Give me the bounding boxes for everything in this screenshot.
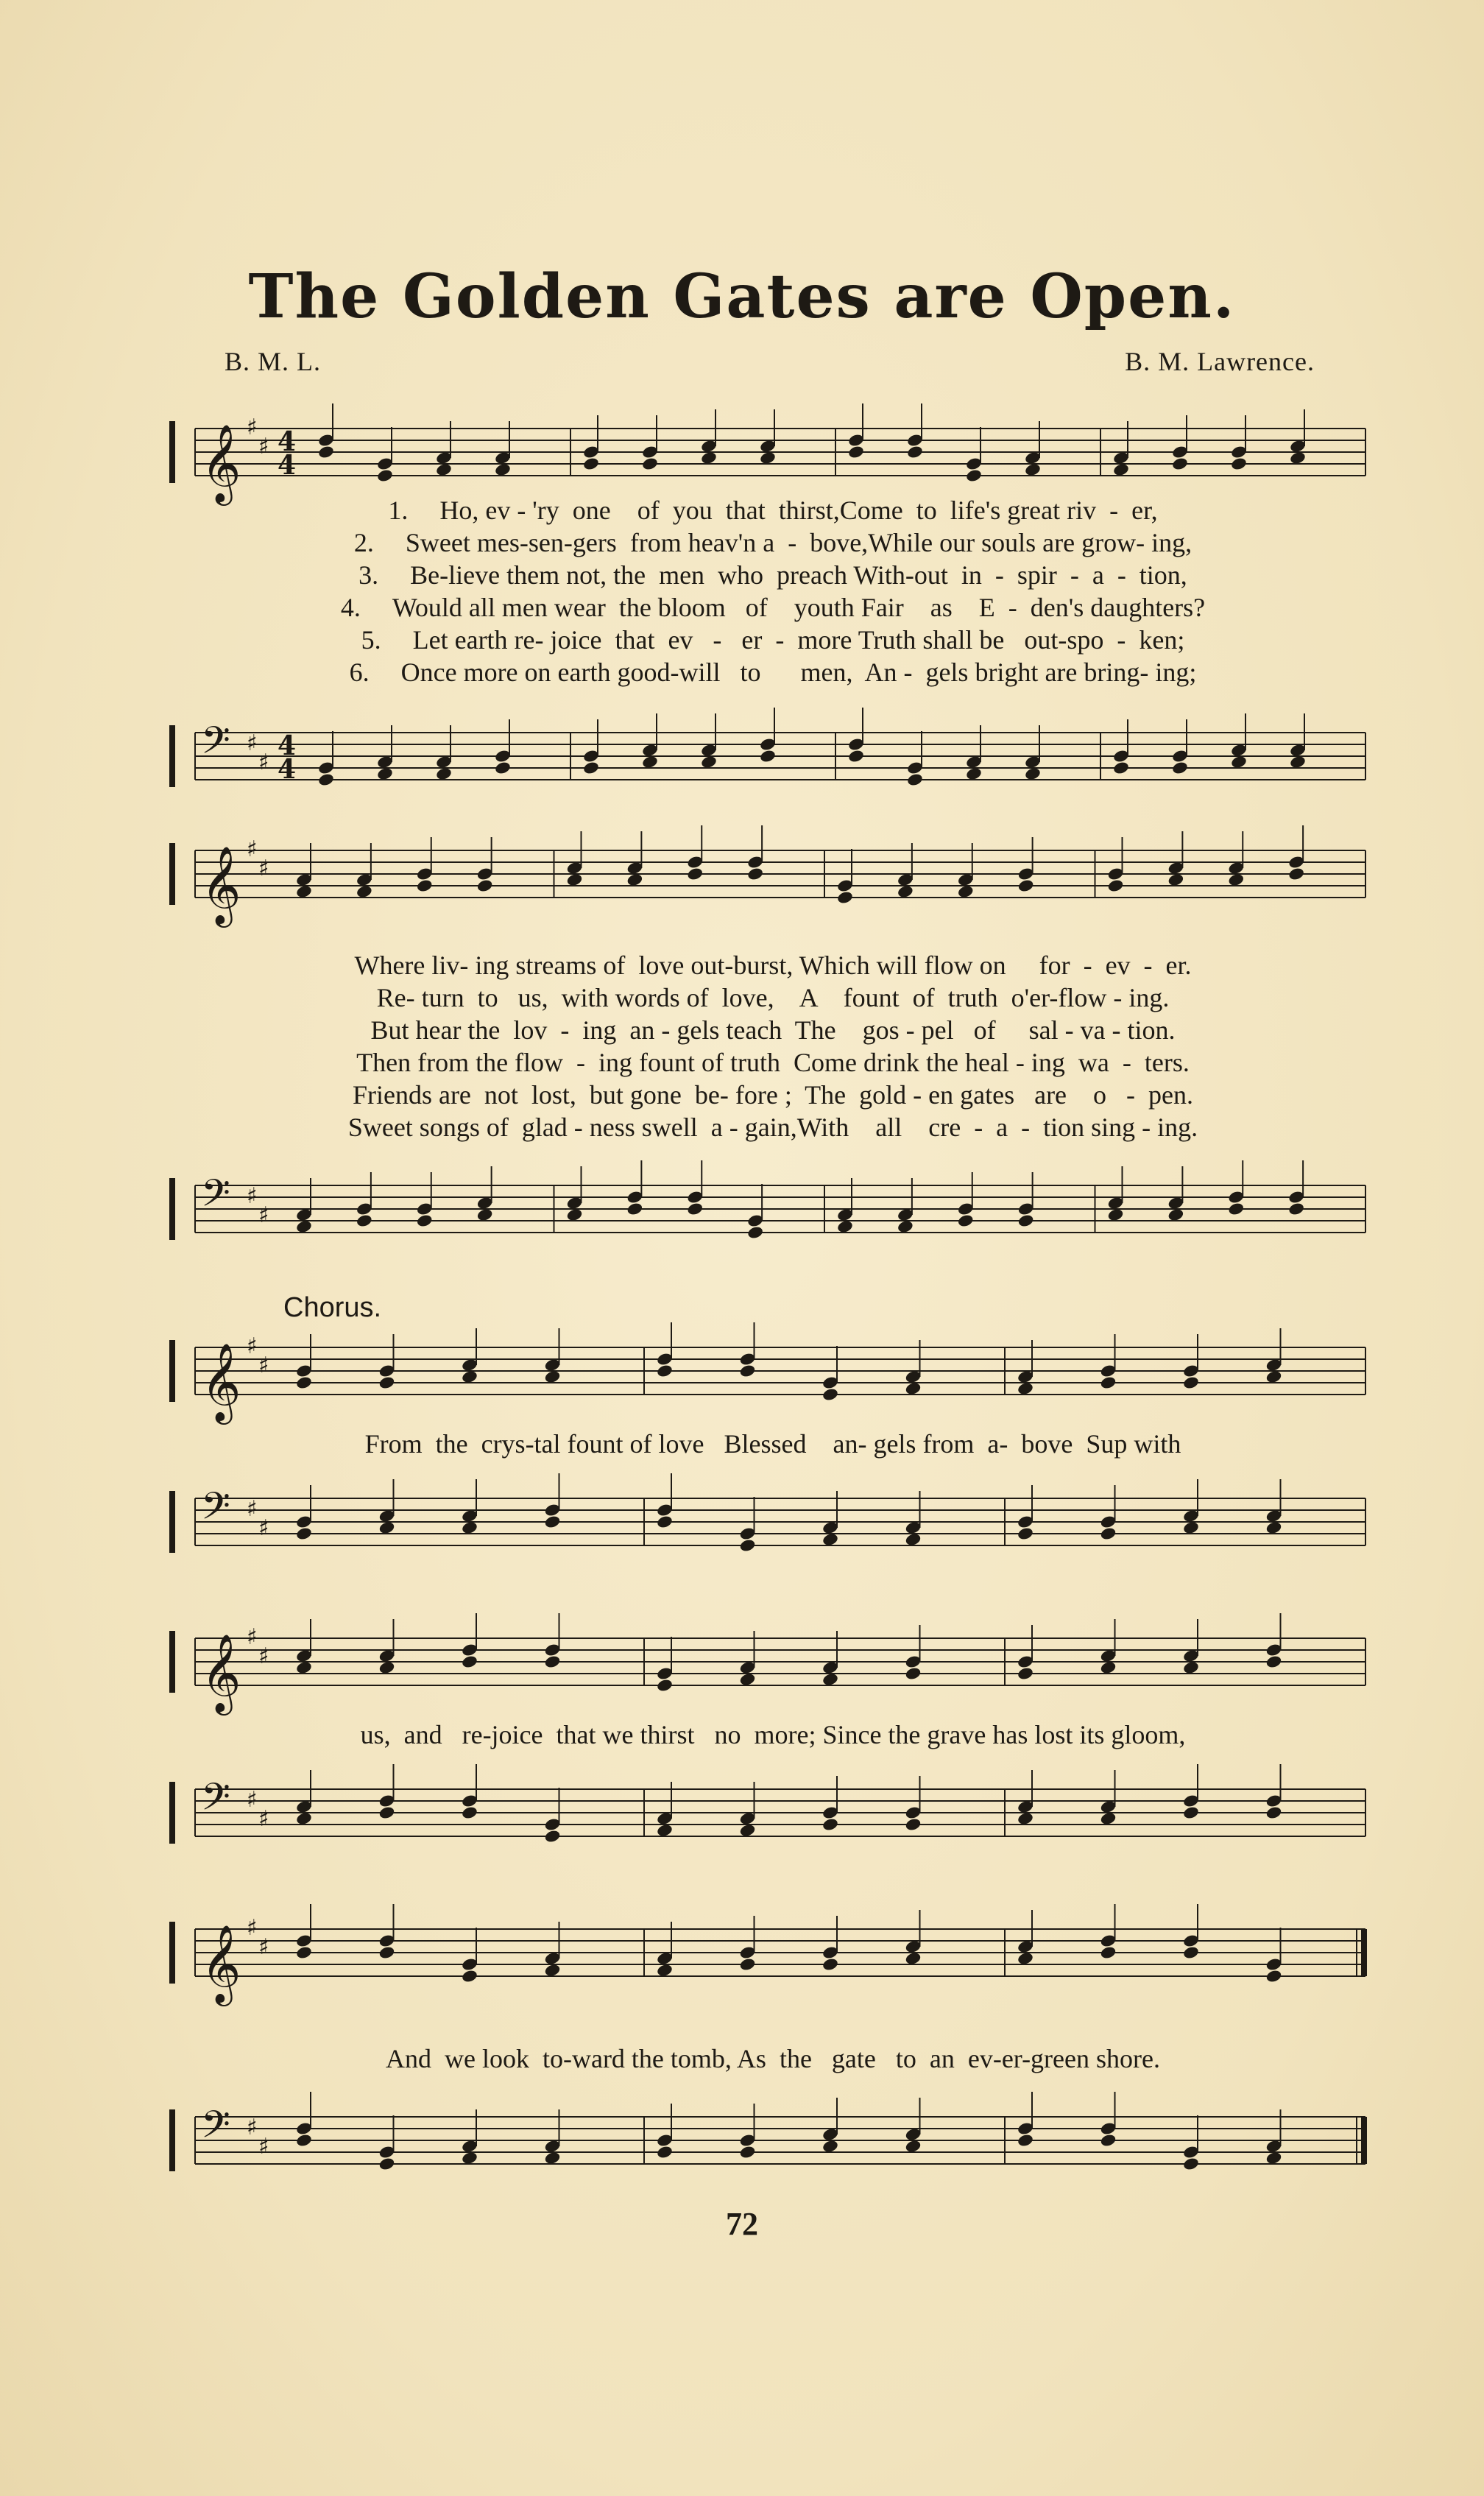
note-head bbox=[1289, 755, 1307, 769]
lyric-text: Once more on earth good-will to men, An - gels bright are bring- ing; bbox=[400, 658, 1197, 687]
note-head bbox=[356, 1213, 373, 1228]
sharp-icon: ♯ bbox=[258, 856, 269, 881]
note-head bbox=[822, 1387, 839, 1402]
sharp-icon: ♯ bbox=[247, 1496, 258, 1522]
note-head bbox=[746, 1225, 764, 1240]
staff-bass-4 bbox=[166, 1767, 1380, 1855]
note-head bbox=[544, 2151, 562, 2165]
note-head bbox=[1024, 462, 1042, 477]
note-head bbox=[295, 2133, 313, 2148]
bass-clef-icon: 𝄢 bbox=[201, 2102, 230, 2156]
note-head bbox=[822, 1817, 839, 1832]
note-head bbox=[416, 878, 434, 893]
note-head bbox=[1182, 1660, 1200, 1675]
note-head bbox=[686, 867, 704, 881]
note-head bbox=[965, 766, 983, 781]
note-head bbox=[905, 1666, 922, 1681]
note-head bbox=[1182, 1945, 1200, 1960]
note-head bbox=[494, 462, 512, 477]
lyric-line bbox=[166, 527, 1380, 558]
note-head bbox=[1017, 878, 1035, 893]
note-head bbox=[739, 1538, 757, 1553]
system-bracket bbox=[169, 843, 175, 905]
note-head bbox=[1227, 1202, 1245, 1216]
verse-number: 2. bbox=[353, 528, 374, 557]
note-head bbox=[544, 1829, 562, 1844]
lyric-line: Re- turn to us, with words of love, A fount of truth o'er-flow - ing. bbox=[376, 983, 1170, 1012]
note-head bbox=[378, 1520, 396, 1535]
note-head bbox=[656, 1678, 674, 1693]
note-head bbox=[905, 1951, 922, 1966]
page-number: 72 bbox=[726, 2206, 758, 2242]
lyric-text: Would all men wear the bloom of youth Fair as E - den's daughters? bbox=[392, 593, 1206, 622]
note-head bbox=[1100, 1811, 1117, 1826]
note-head bbox=[759, 451, 777, 465]
note-head bbox=[1182, 2157, 1200, 2171]
note-head bbox=[822, 1957, 839, 1972]
lyric-line bbox=[166, 560, 1380, 590]
note-head bbox=[759, 749, 777, 764]
note-head bbox=[317, 772, 335, 787]
note-head bbox=[378, 2157, 396, 2171]
staff-bass-3 bbox=[166, 1476, 1380, 1565]
lyric-line: Where liv- ing streams of love out-burst, Which will flow on for - ev - er. bbox=[354, 951, 1192, 980]
verse-number: 5. bbox=[361, 625, 381, 655]
lyric-text: Ho, ev - 'ry one of you that thirst,Come to life's great riv - er, bbox=[439, 496, 1158, 525]
note-head bbox=[378, 1375, 396, 1390]
note-head bbox=[739, 1823, 757, 1838]
sharp-icon: ♯ bbox=[258, 750, 269, 775]
note-head bbox=[1107, 1208, 1125, 1222]
verse-number: 4. bbox=[340, 593, 361, 622]
note-head bbox=[1171, 761, 1189, 775]
verse-number: 3. bbox=[358, 560, 379, 590]
note-head bbox=[1017, 1811, 1034, 1826]
staff-bass-1 bbox=[166, 711, 1380, 799]
time-signature-top: 4 bbox=[278, 730, 297, 761]
system-bracket bbox=[169, 1178, 175, 1240]
note-head bbox=[656, 1515, 674, 1529]
system-bracket bbox=[169, 1340, 175, 1402]
note-head bbox=[461, 1654, 478, 1669]
staff-bass-5 bbox=[166, 2095, 1380, 2183]
note-head bbox=[1230, 456, 1248, 471]
note-head bbox=[566, 1208, 584, 1222]
lyric-line bbox=[166, 592, 1380, 623]
system-bracket bbox=[169, 1631, 175, 1693]
note-head bbox=[626, 1202, 644, 1216]
note-head bbox=[378, 1660, 396, 1675]
note-head bbox=[378, 1805, 396, 1820]
staff-bass-2 bbox=[166, 1163, 1380, 1252]
staff-treble-2 bbox=[166, 828, 1380, 924]
note-head bbox=[1107, 878, 1125, 893]
note-head bbox=[905, 1381, 922, 1396]
note-head bbox=[544, 1515, 562, 1529]
note-head bbox=[1171, 456, 1189, 471]
sharp-icon: ♯ bbox=[258, 434, 269, 459]
lyric-line: Then from the flow - ing fount of truth Come drink the heal - ing wa - ters. bbox=[356, 1048, 1190, 1077]
sharp-icon: ♯ bbox=[258, 1515, 269, 1541]
note-head bbox=[1100, 1526, 1117, 1541]
sharp-icon: ♯ bbox=[247, 2115, 258, 2140]
note-head bbox=[1265, 1369, 1283, 1384]
system-bracket bbox=[169, 725, 175, 787]
note-head bbox=[700, 755, 718, 769]
bass-clef-icon: 𝄢 bbox=[201, 718, 230, 772]
note-head bbox=[1017, 1213, 1035, 1228]
sharp-icon: ♯ bbox=[247, 730, 258, 756]
lyric-line: And we look to-ward the tomb, As the gate to an ev-er-green shore. bbox=[386, 2044, 1160, 2073]
note-head bbox=[1024, 766, 1042, 781]
lyric-text: Sweet mes-sen-gers from heav'n a - bove,While our souls are grow- ing, bbox=[405, 528, 1192, 557]
lyric-line: Sweet songs of glad - ness swell a - gain,With all cre - a - tion sing - ing. bbox=[347, 1113, 1198, 1142]
note-head bbox=[641, 755, 659, 769]
system-bracket bbox=[169, 1491, 175, 1553]
staff-treble-4 bbox=[166, 1616, 1380, 1712]
note-head bbox=[295, 884, 313, 899]
note-head bbox=[461, 2151, 478, 2165]
staff-treble-1 bbox=[166, 406, 1380, 502]
note-head bbox=[295, 1660, 313, 1675]
sharp-icon: ♯ bbox=[247, 1183, 258, 1209]
note-head bbox=[461, 1805, 478, 1820]
note-head bbox=[1265, 1969, 1283, 1984]
note-head bbox=[1112, 761, 1130, 775]
sharp-icon: ♯ bbox=[247, 415, 258, 440]
note-head bbox=[957, 1213, 975, 1228]
note-head bbox=[1289, 451, 1307, 465]
note-head bbox=[822, 1672, 839, 1687]
note-head bbox=[1017, 1666, 1034, 1681]
note-head bbox=[1100, 2133, 1117, 2148]
sharp-icon: ♯ bbox=[247, 1624, 258, 1650]
note-head bbox=[435, 766, 453, 781]
verse-number: 1. bbox=[388, 496, 409, 525]
verse-number: 6. bbox=[349, 658, 370, 687]
note-head bbox=[376, 468, 394, 483]
note-head bbox=[356, 884, 373, 899]
note-head bbox=[295, 1375, 313, 1390]
system-bracket bbox=[169, 1922, 175, 1984]
note-head bbox=[641, 456, 659, 471]
words-credit: B. M. L. bbox=[225, 347, 322, 376]
note-head bbox=[1167, 1208, 1185, 1222]
note-head bbox=[378, 1945, 396, 1960]
note-head bbox=[1287, 867, 1305, 881]
note-head bbox=[544, 1654, 562, 1669]
note-head bbox=[1017, 2133, 1034, 2148]
note-head bbox=[905, 1532, 922, 1547]
bass-clef-icon: 𝄢 bbox=[201, 1774, 230, 1828]
note-head bbox=[847, 445, 865, 459]
note-head bbox=[836, 890, 854, 905]
note-head bbox=[416, 1213, 434, 1228]
note-head bbox=[656, 1364, 674, 1378]
note-head bbox=[656, 1963, 674, 1978]
lyric-text: Be-lieve them not, the men who preach With-out in - spir - a - tion, bbox=[410, 560, 1187, 590]
sharp-icon: ♯ bbox=[258, 1353, 269, 1378]
note-head bbox=[822, 1532, 839, 1547]
note-head bbox=[897, 1219, 914, 1234]
note-head bbox=[295, 1811, 313, 1826]
sharp-icon: ♯ bbox=[247, 1915, 258, 1941]
final-bar-thick bbox=[1361, 2117, 1367, 2164]
note-head bbox=[582, 456, 600, 471]
note-head bbox=[295, 1526, 313, 1541]
note-head bbox=[1265, 2151, 1283, 2165]
note-head bbox=[656, 1823, 674, 1838]
bass-clef-icon: 𝄢 bbox=[201, 1484, 230, 1537]
note-head bbox=[476, 1208, 494, 1222]
treble-clef-icon: 𝄞 bbox=[201, 1924, 241, 2003]
note-head bbox=[1100, 1945, 1117, 1960]
note-head bbox=[1182, 1375, 1200, 1390]
note-head bbox=[957, 884, 975, 899]
note-head bbox=[1265, 1805, 1283, 1820]
sharp-icon: ♯ bbox=[247, 1787, 258, 1813]
note-head bbox=[317, 445, 335, 459]
sharp-icon: ♯ bbox=[247, 836, 258, 862]
note-head bbox=[1182, 1520, 1200, 1535]
sharp-icon: ♯ bbox=[258, 1934, 269, 1960]
note-head bbox=[1017, 1381, 1034, 1396]
note-head bbox=[1265, 1654, 1283, 1669]
note-head bbox=[739, 1957, 757, 1972]
note-head bbox=[739, 2145, 757, 2160]
note-head bbox=[739, 1672, 757, 1687]
hymn-title: The Golden Gates are Open. bbox=[248, 261, 1236, 332]
note-head bbox=[1182, 1805, 1200, 1820]
treble-clef-icon: 𝄞 bbox=[201, 1342, 241, 1421]
treble-clef-icon: 𝄞 bbox=[201, 1633, 241, 1712]
time-signature-top: 4 bbox=[278, 426, 297, 457]
note-head bbox=[836, 1219, 854, 1234]
staff-treble-3 bbox=[166, 1325, 1380, 1421]
note-head bbox=[700, 451, 718, 465]
lyric-line: Friends are not lost, but gone be- fore ; The gold - en gates are o - pen. bbox=[352, 1080, 1194, 1110]
lyric-line bbox=[166, 624, 1380, 655]
final-bar-thick bbox=[1361, 1929, 1367, 1976]
note-head bbox=[1112, 462, 1130, 477]
sharp-icon: ♯ bbox=[247, 1333, 258, 1359]
treble-clef-icon: 𝄞 bbox=[201, 423, 241, 502]
note-head bbox=[461, 1969, 478, 1984]
note-head bbox=[1100, 1660, 1117, 1675]
time-signature-bottom: 4 bbox=[278, 450, 297, 481]
note-head bbox=[965, 468, 983, 483]
note-head bbox=[656, 2145, 674, 2160]
system-bracket bbox=[169, 421, 175, 483]
note-head bbox=[1227, 872, 1245, 887]
note-head bbox=[626, 872, 644, 887]
note-head bbox=[461, 1369, 478, 1384]
note-head bbox=[476, 878, 494, 893]
note-head bbox=[295, 1945, 313, 1960]
note-head bbox=[494, 761, 512, 775]
lyric-line: But hear the lov - ing an - gels teach The gos - pel of sal - va - tion. bbox=[370, 1015, 1176, 1045]
note-head bbox=[1167, 872, 1185, 887]
note-head bbox=[582, 761, 600, 775]
note-head bbox=[544, 1369, 562, 1384]
note-head bbox=[906, 772, 924, 787]
note-head bbox=[686, 1202, 704, 1216]
note-head bbox=[906, 445, 924, 459]
chorus-label: Chorus. bbox=[283, 1292, 382, 1323]
note-head bbox=[295, 1219, 313, 1234]
music-credit: B. M. Lawrence. bbox=[1125, 347, 1315, 376]
note-head bbox=[1230, 755, 1248, 769]
system-bracket bbox=[169, 1782, 175, 1844]
note-head bbox=[905, 2139, 922, 2154]
note-head bbox=[739, 1364, 757, 1378]
note-head bbox=[897, 884, 914, 899]
lyric-line bbox=[166, 657, 1380, 688]
note-head bbox=[435, 462, 453, 477]
note-head bbox=[544, 1963, 562, 1978]
sharp-icon: ♯ bbox=[258, 1643, 269, 1669]
note-head bbox=[1017, 1526, 1034, 1541]
note-head bbox=[566, 872, 584, 887]
bass-clef-icon: 𝄢 bbox=[201, 1171, 230, 1224]
time-signature-bottom: 4 bbox=[278, 754, 297, 785]
lyric-text: Let earth re- joice that ev - er - more Truth shall be out-spo - ken; bbox=[412, 625, 1185, 655]
lyric-line bbox=[166, 495, 1380, 526]
note-head bbox=[847, 749, 865, 764]
system-bracket bbox=[169, 2109, 175, 2171]
note-head bbox=[1265, 1520, 1283, 1535]
lyric-line: From the crys-tal fount of love Blessed an- gels from a- bove Sup with bbox=[364, 1429, 1181, 1459]
note-head bbox=[822, 2139, 839, 2154]
note-head bbox=[376, 766, 394, 781]
note-head bbox=[1100, 1375, 1117, 1390]
sharp-icon: ♯ bbox=[258, 2134, 269, 2160]
note-head bbox=[461, 1520, 478, 1535]
note-head bbox=[1287, 1202, 1305, 1216]
lyric-line: us, and re-joice that we thirst no more; Since the grave has lost its gloom, bbox=[360, 1720, 1186, 1749]
staff-treble-5 bbox=[166, 1907, 1380, 2003]
note-head bbox=[746, 867, 764, 881]
treble-clef-icon: 𝄞 bbox=[201, 845, 241, 924]
sharp-icon: ♯ bbox=[258, 1806, 269, 1832]
note-head bbox=[905, 1817, 922, 1832]
note-head bbox=[1017, 1951, 1034, 1966]
sharp-icon: ♯ bbox=[258, 1202, 269, 1228]
